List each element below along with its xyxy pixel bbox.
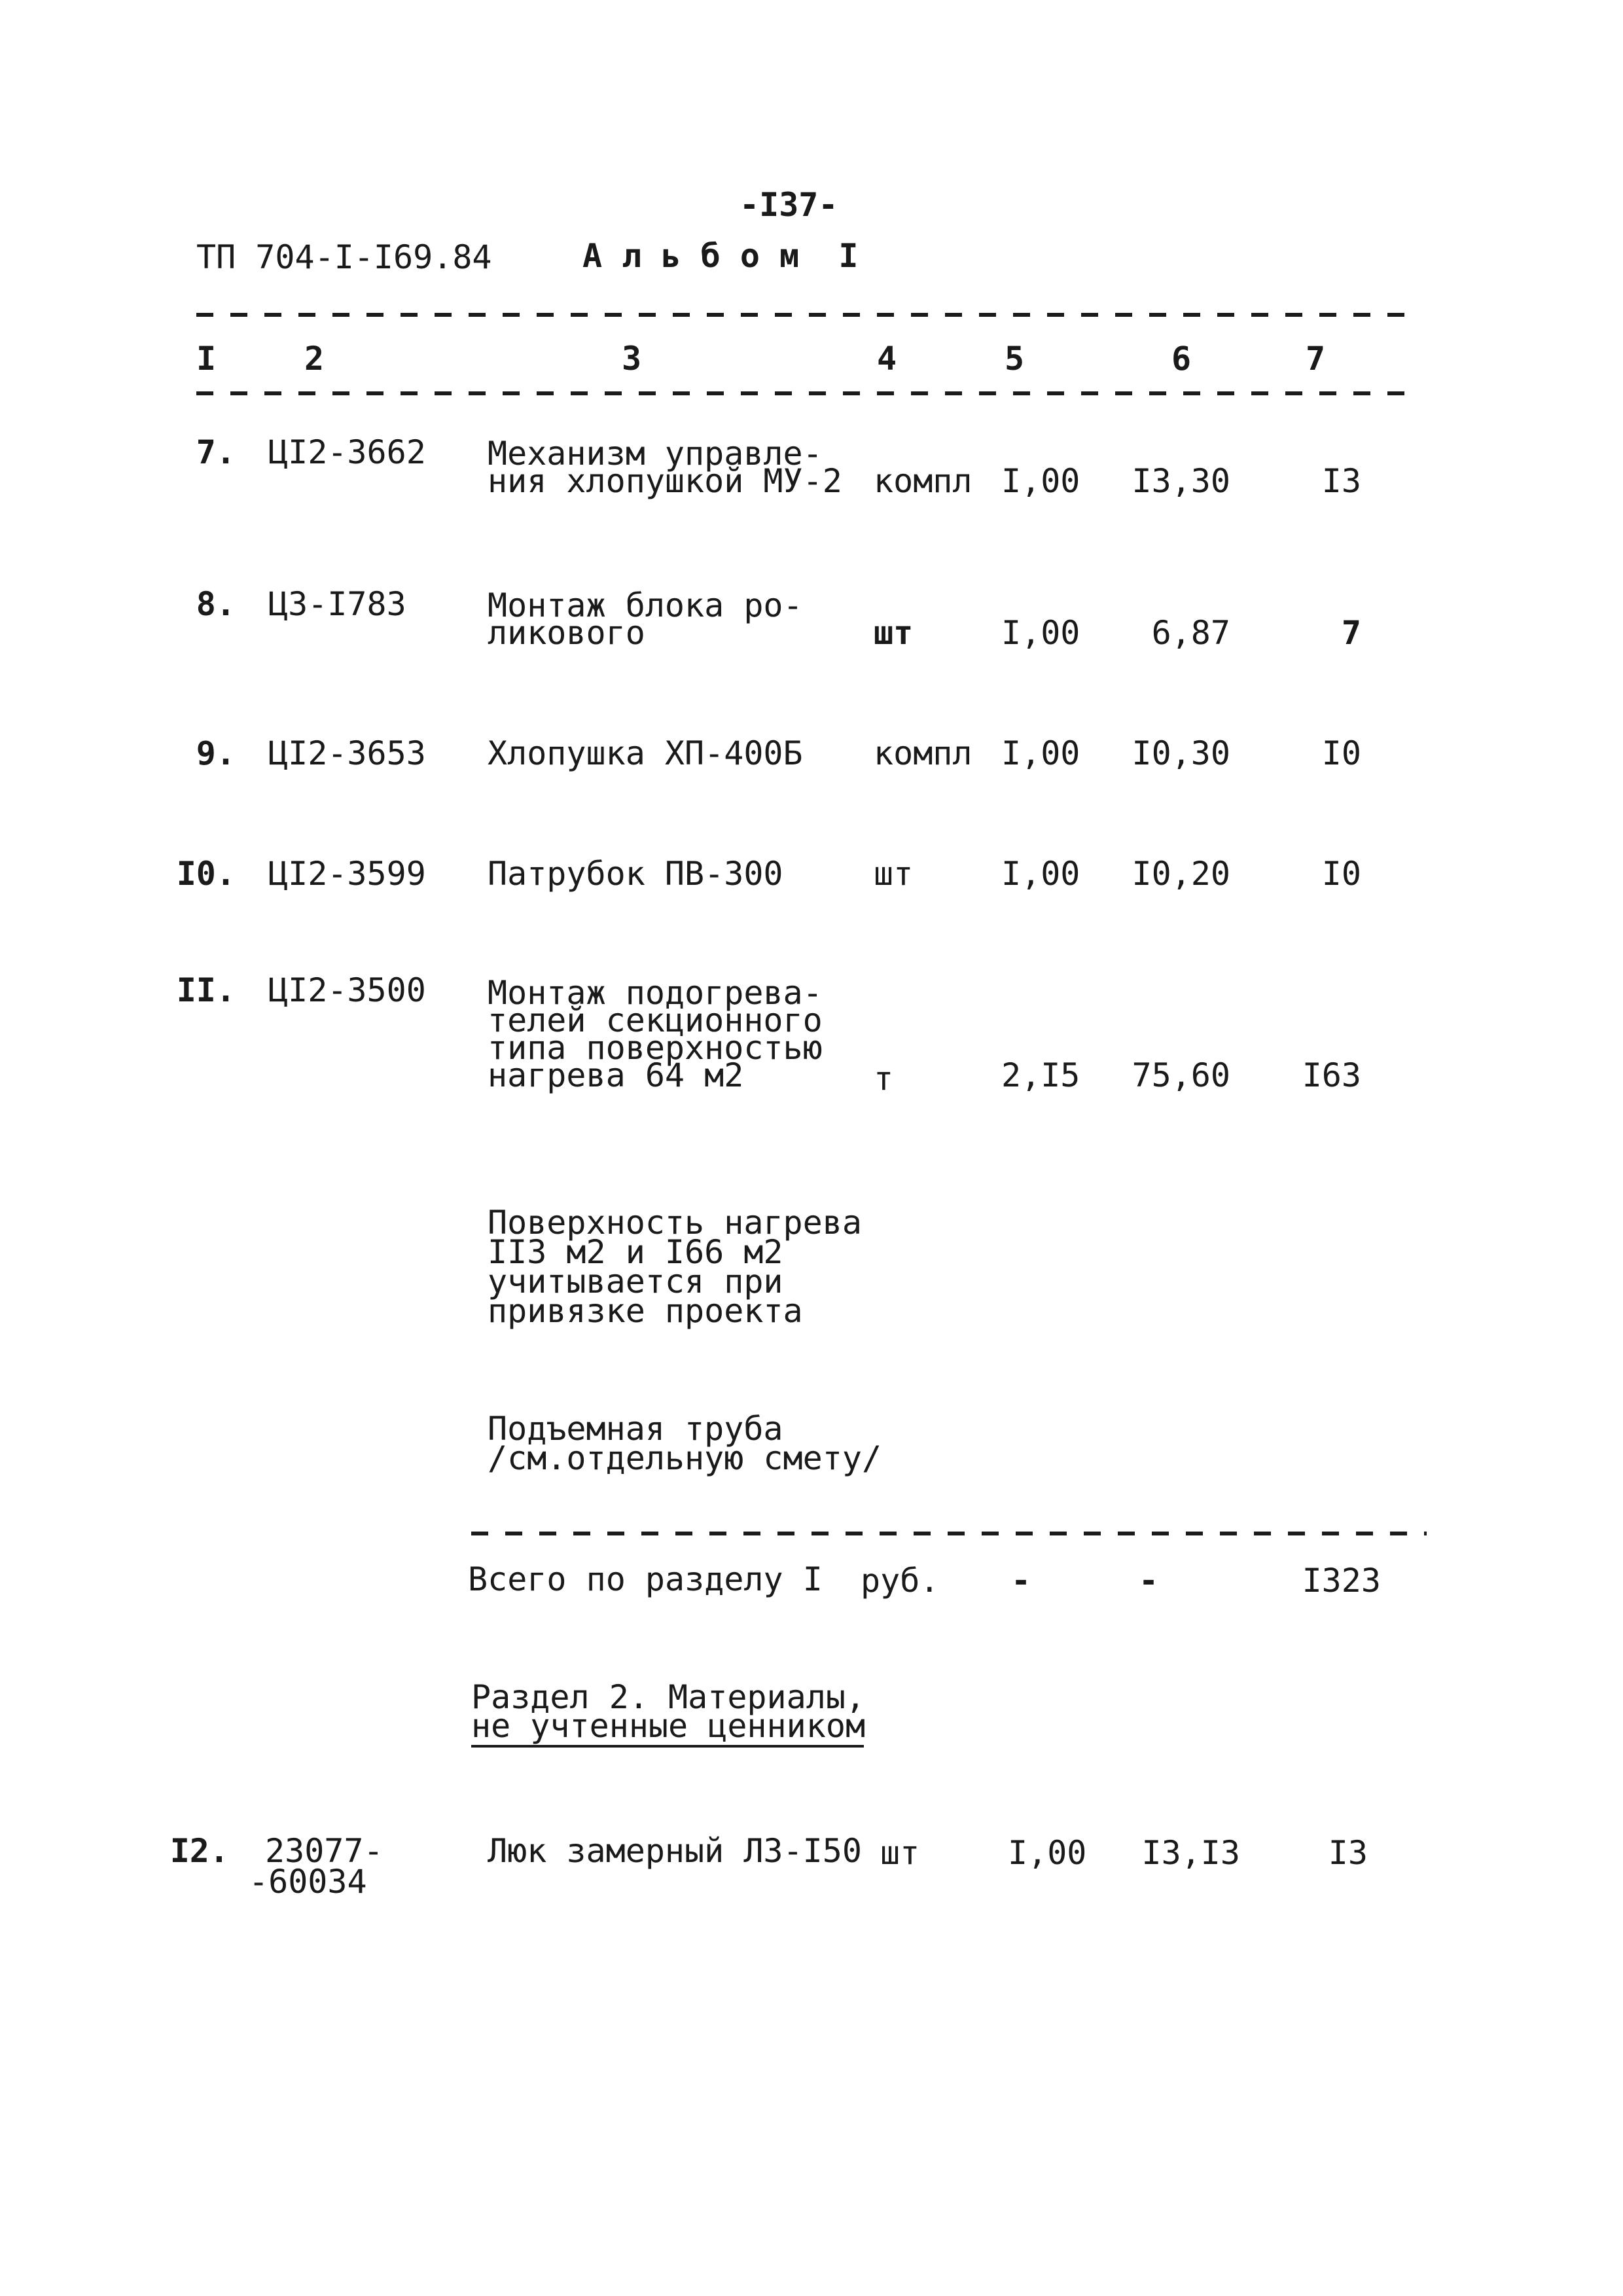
row-quantity: 2,I5: [1001, 1056, 1080, 1094]
section-heading-line: Раздел 2. Материалы,: [471, 1678, 866, 1716]
subtotal-unit: руб.: [861, 1562, 940, 1600]
row-name-line: Патрубок ПВ-300: [488, 855, 783, 893]
row-code: ЦI2-3653: [268, 734, 426, 772]
row-unit: шт: [880, 1834, 920, 1872]
col-header-7: 7: [1306, 340, 1326, 378]
row-number: I0.: [176, 855, 236, 893]
row-name-line: ликового: [488, 614, 645, 652]
section-heading-line-underlined: не учтенные ценником: [471, 1711, 864, 1748]
row-quantity: I,00: [1001, 614, 1080, 652]
subtotal-rule: [471, 1532, 1427, 1535]
row-quantity: I,00: [1008, 1834, 1087, 1872]
row-unit: компл: [874, 734, 972, 772]
col-header-3: 3: [622, 340, 642, 378]
row-unit: компл: [874, 462, 972, 500]
row-total: I63: [1302, 1056, 1361, 1094]
subtotal-total: I323: [1302, 1562, 1381, 1600]
row-number: II.: [176, 971, 236, 1009]
col-header-4: 4: [877, 340, 897, 378]
row-name-line: ния хлопушкой МУ-2: [488, 462, 842, 500]
row-unit: т: [874, 1060, 894, 1098]
row-total: I3: [1328, 1834, 1368, 1872]
row-quantity: I,00: [1001, 462, 1080, 500]
row-quantity: I,00: [1001, 855, 1080, 893]
row-name-line: Механизм управле-: [488, 435, 823, 473]
header-rule-bottom: [196, 391, 1420, 395]
note-line: /см.отдельную смету/: [488, 1439, 882, 1477]
row-price: I3,30: [1132, 462, 1230, 500]
row-name-line: Люк замерный ЛЗ-I50: [488, 1832, 862, 1870]
row-quantity: I,00: [1001, 734, 1080, 772]
row-unit: шт: [874, 855, 914, 893]
row-unit: шт: [874, 614, 914, 652]
row-number: I2.: [169, 1832, 229, 1870]
row-code: ЦI2-3599: [268, 855, 426, 893]
row-name-line: телей секционного: [488, 1001, 823, 1039]
row-name-line: нагрева 64 м2: [488, 1056, 744, 1094]
doc-code: ТП 704-I-I69.84: [196, 238, 492, 276]
row-code: ЦI2-3500: [268, 971, 426, 1009]
row-code: Ц3-I783: [268, 585, 406, 623]
row-number: 8.: [196, 585, 236, 623]
row-name-line: Монтаж блока ро-: [488, 586, 803, 624]
note-line: учитывается при: [488, 1263, 783, 1300]
col-header-5: 5: [1005, 340, 1025, 378]
row-price: 75,60: [1132, 1056, 1230, 1094]
row-name-line: типа поверхностью: [488, 1029, 823, 1067]
row-name-line: Хлопушка ХП-400Б: [488, 734, 803, 772]
row-price: 6,87: [1151, 614, 1230, 652]
col-header-1: I: [196, 340, 217, 378]
row-name-line: Монтаж подогрева-: [488, 974, 823, 1012]
row-price: I0,20: [1132, 855, 1230, 893]
subtotal-label: Всего по разделу I: [468, 1560, 823, 1598]
row-number: 9.: [196, 734, 236, 772]
row-code: ЦI2-3662: [268, 433, 426, 471]
row-code: -60034: [249, 1863, 367, 1901]
row-code: 23077-: [265, 1832, 383, 1870]
header-rule-top: [196, 313, 1420, 317]
row-total: I3: [1321, 462, 1361, 500]
subtotal-price: -: [1139, 1562, 1159, 1600]
col-header-6: 6: [1171, 340, 1192, 378]
note-line: Поверхность нагрева: [488, 1204, 862, 1242]
note-line: Подъемная труба: [488, 1410, 783, 1448]
album-title: А л ь б о м I: [582, 237, 859, 275]
page-number: -I37-: [740, 186, 838, 224]
note-line: привязке проекта: [488, 1292, 803, 1330]
col-header-2: 2: [304, 340, 325, 378]
row-total: 7: [1341, 614, 1361, 652]
row-number: 7.: [196, 433, 236, 471]
note-line: II3 м2 и I66 м2: [488, 1233, 783, 1271]
row-total: I0: [1321, 855, 1361, 893]
subtotal-quantity: -: [1011, 1562, 1031, 1600]
row-total: I0: [1321, 734, 1361, 772]
row-price: I3,I3: [1141, 1834, 1240, 1872]
row-price: I0,30: [1132, 734, 1230, 772]
